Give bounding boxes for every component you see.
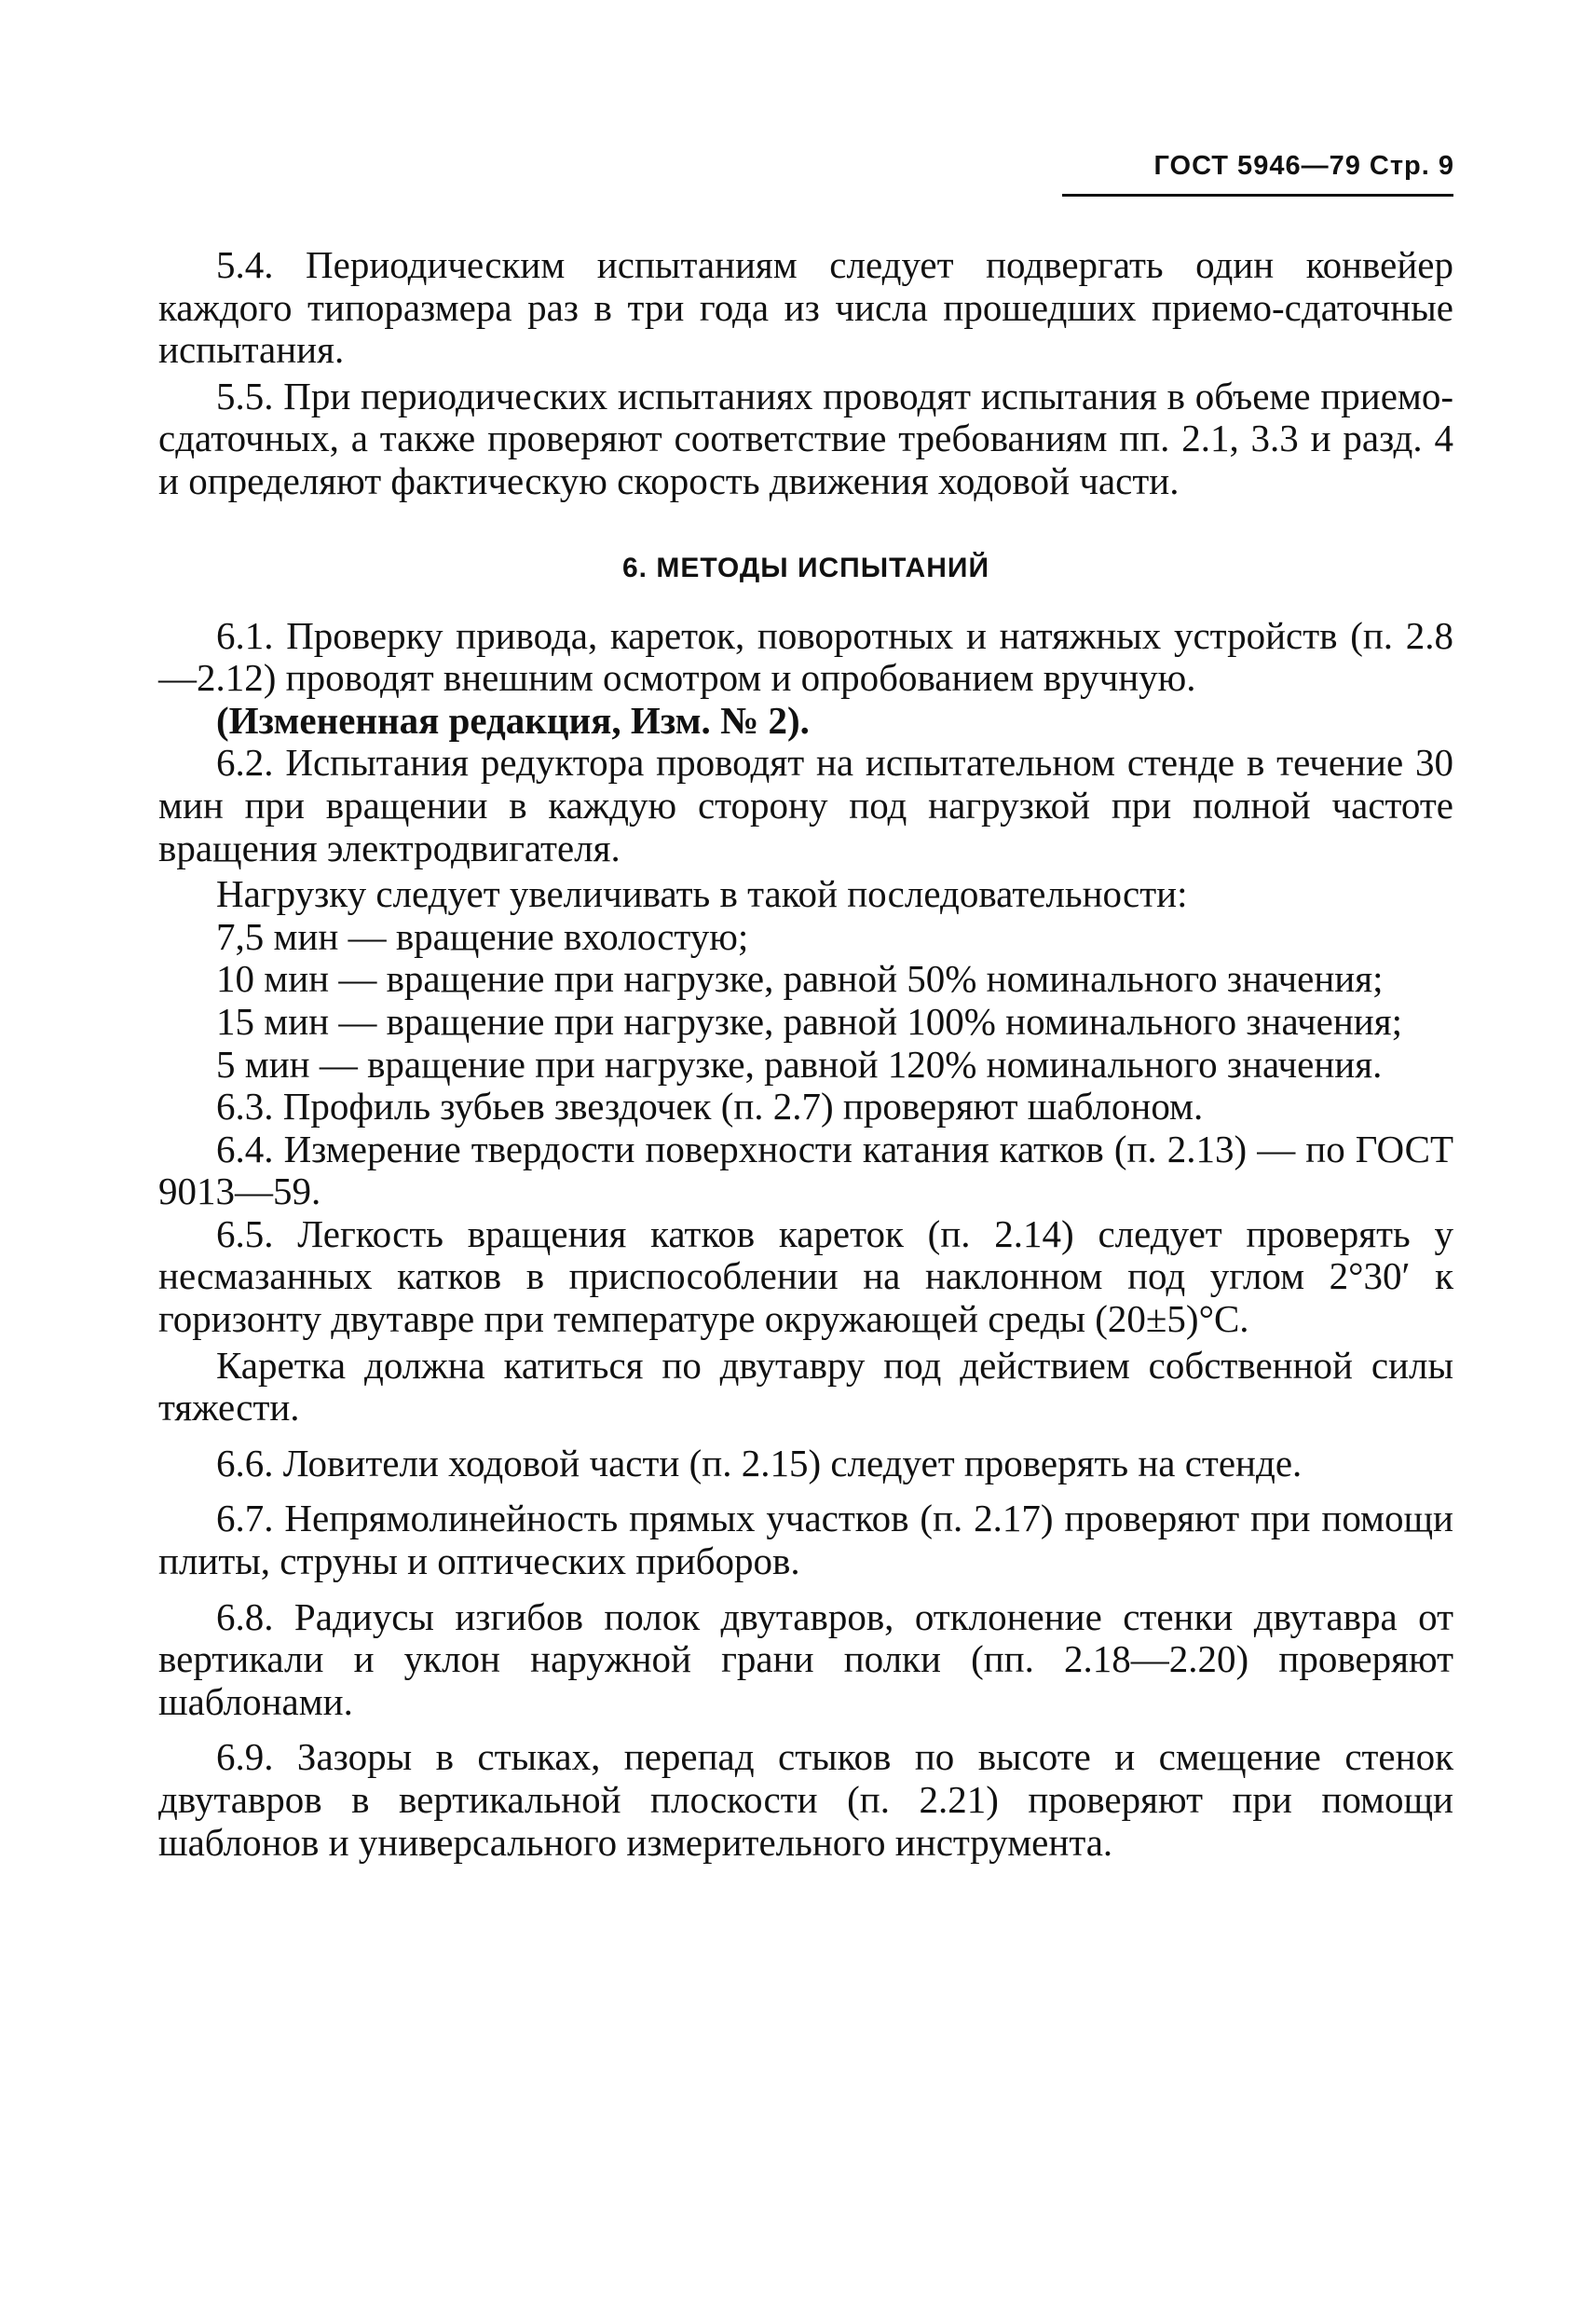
load-step-1: 7,5 мин — вращение вхолостую; bbox=[216, 914, 749, 958]
load-step-4: 5 мин — вращение при нагрузке, равной 120% номинального значения. bbox=[216, 1042, 1383, 1086]
paragraph-5-4: 5.4. Периодическим испытаниям следует подвергать один конвейер каждого типоразмера раз в три года из числа прошедших приемо-сдаточные испытания. bbox=[158, 243, 1453, 372]
paragraph-6-2: 6.2. Испытания редуктора проводят на испытательном стенде в течение 30 мин при вращении в каждую сторону под нагрузкой при полной частоте вращения электродвигателя. bbox=[158, 741, 1453, 869]
paragraph-5-5: 5.5. При периодических испытаниях проводят испытания в объеме приемо-сдаточных, а также проверяют соответствие требованиям пп. 2.1, 3.3 и разд. 4 и определяют фактическую скорость движения ходовой части. bbox=[158, 374, 1453, 502]
section-6-title: 6. МЕТОДЫ ИСПЫТАНИЙ bbox=[622, 552, 989, 583]
paragraph-6-3: 6.3. Профиль зубьев звездочек (п. 2.7) проверяют шаблоном. bbox=[216, 1085, 1204, 1129]
paragraph-6-9: 6.9. Зазоры в стыках, перепад стыков по высоте и смещение стенок двутавров в вертикальной плоскости (п. 2.21) проверяют при помощи шаблонов и универсального измерительного инструмента. bbox=[158, 1735, 1453, 1864]
paragraph-6-8: 6.8. Радиусы изгибов полок двутавров, отклонение стенки двутавра от вертикали и уклон наружной грани полки (пп. 2.18—2.20) проверяют шаблонами. bbox=[158, 1594, 1453, 1723]
paragraph-6-2-load: Нагрузку следует увеличивать в такой последовательности: bbox=[216, 872, 1188, 916]
paragraph-6-1: 6.1. Проверку привода, кареток, поворотных и натяжных устройств (п. 2.8—2.12) проводят внешним осмотром и опробованием вручную. bbox=[158, 613, 1453, 700]
paragraph-6-6: 6.6. Ловители ходовой части (п. 2.15) следует проверять на стенде. bbox=[216, 1441, 1303, 1484]
document-body bbox=[158, 244, 1453, 1864]
paragraph-6-5-b: Каретка должна катиться по двутавру под действием собственной силы тяжести. bbox=[158, 1343, 1453, 1430]
paragraph-6-5: 6.5. Легкость вращения катков кареток (п. 2.14) следует проверять у несмазанных катков в приспособлении на наклонном под углом 2°30′ к горизонту двутавре при температуре окружающей среды (20±5)°С. bbox=[158, 1211, 1453, 1341]
paragraph-6-7: 6.7. Непрямолинейность прямых участков (п. 2.17) проверяют при помощи плиты, струны и оптических приборов. bbox=[158, 1497, 1453, 1583]
load-step-2: 10 мин — вращение при нагрузке, равной 50% номинального значения; bbox=[216, 957, 1384, 1001]
load-step-3: 15 мин — вращение при нагрузке, равной 100% номинального значения; bbox=[216, 999, 1403, 1043]
header-rule bbox=[1062, 194, 1453, 197]
amendment-note: (Измененная редакция, Изм. № 2). bbox=[216, 698, 810, 742]
paragraph-6-4: 6.4. Измерение твердости поверхности катания катков (п. 2.13) — по ГОСТ 9013—59. bbox=[158, 1127, 1453, 1213]
page-header: ГОСТ 5946—79 Стр. 9 bbox=[1153, 151, 1454, 181]
